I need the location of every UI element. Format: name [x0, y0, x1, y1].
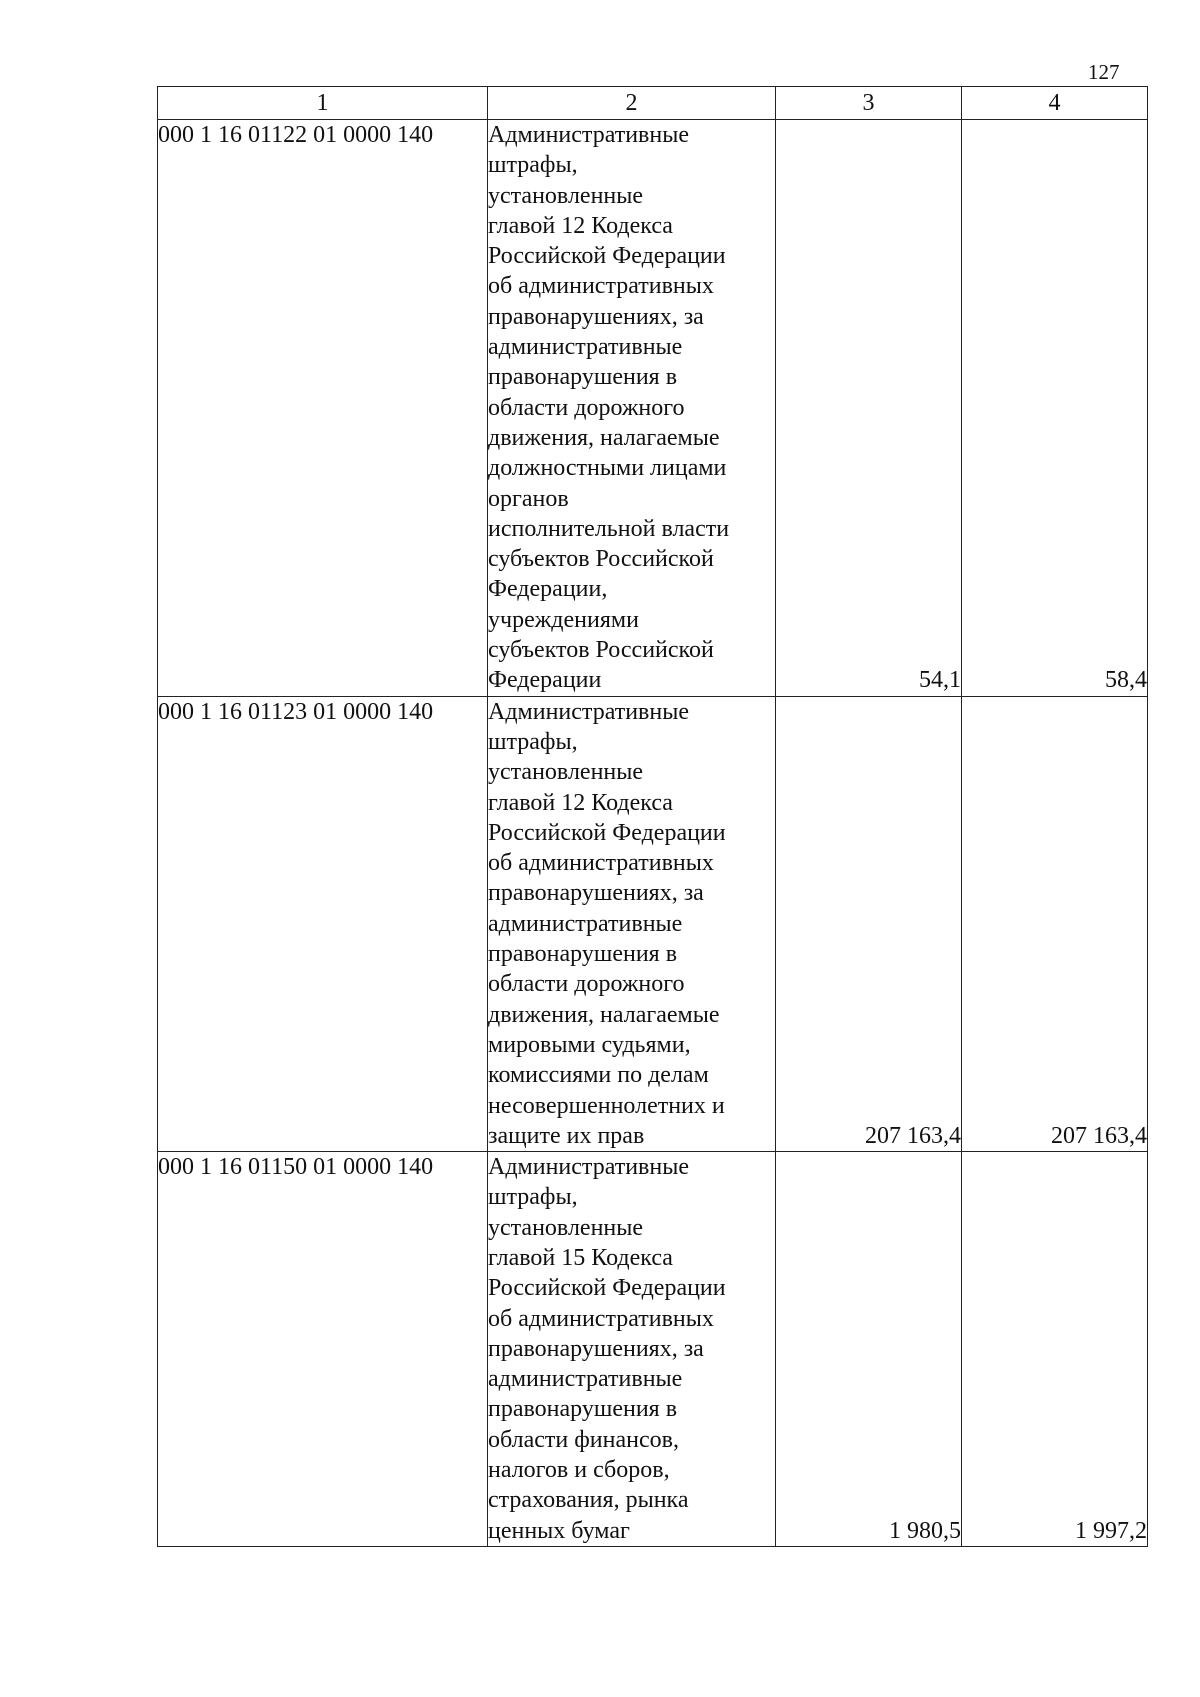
description-line: субъектов Российской [488, 546, 714, 573]
description-line: области дорожного [488, 394, 685, 421]
description-cell [488, 696, 776, 1151]
description-line: главой 12 Кодекса [488, 789, 673, 816]
description-line: административные [488, 334, 683, 361]
description-line: Федерации, [488, 576, 608, 603]
code-cell: 000 1 16 01150 01 0000 140 [158, 1152, 488, 1547]
column-header: 4 [962, 87, 1148, 120]
description-line: штрафы, [488, 728, 578, 755]
description-line: Российской Федерации [488, 819, 726, 846]
description-line: Федерации [488, 667, 602, 694]
description-line: Административные [488, 698, 690, 725]
page-number: 127 [1088, 60, 1120, 84]
table-row [158, 120, 1148, 697]
description-line: правонарушениях, за [488, 1335, 704, 1362]
description-line: учреждениями [488, 606, 639, 633]
table-row [158, 696, 1148, 1151]
description-line: об административных [488, 1305, 714, 1332]
description-line: несовершеннолетних и [488, 1092, 725, 1119]
value-cell-col4: 1 997,2 [962, 1152, 1148, 1547]
description-cell [488, 1152, 776, 1547]
description-line: об административных [488, 273, 714, 300]
description-line: штрафы, [488, 1184, 578, 1211]
value-cell-col4: 58,4 [962, 120, 1148, 697]
description-cell [488, 120, 776, 697]
description-line: движения, налагаемые [488, 1001, 720, 1028]
description-line: штрафы, [488, 152, 578, 179]
description-line: главой 15 Кодекса [488, 1244, 673, 1271]
value-cell-col3: 207 163,4 [776, 696, 962, 1151]
description-line: движения, налагаемые [488, 424, 720, 451]
header-row [158, 87, 1148, 120]
table-body [158, 120, 1148, 1547]
column-header: 3 [776, 87, 962, 120]
column-header: 2 [488, 87, 776, 120]
description-line: административные [488, 1366, 683, 1393]
description-line: ценных бумаг [488, 1517, 630, 1544]
description-line: области дорожного [488, 971, 685, 998]
description-line: административные [488, 910, 683, 937]
description-line: установленные [488, 1214, 644, 1241]
description-line: об административных [488, 850, 714, 877]
description-line: установленные [488, 182, 644, 209]
description-line: главой 12 Кодекса [488, 212, 673, 239]
description-line: мировыми судьями, [488, 1031, 691, 1058]
description-line: правонарушениях, за [488, 303, 704, 330]
description-line: исполнительной власти [488, 515, 730, 542]
description-line: органов [488, 485, 569, 512]
description-line: защите их прав [488, 1122, 645, 1149]
description-line: Административные [488, 1154, 690, 1181]
description-line: установленные [488, 759, 644, 786]
description-line: Административные [488, 122, 690, 148]
description-line: страхования, рынка [488, 1487, 689, 1514]
code-cell: 000 1 16 01123 01 0000 140 [158, 696, 488, 1151]
value-cell-col3: 54,1 [776, 120, 962, 697]
description-line: правонарушения в [488, 364, 678, 391]
description-line: правонарушения в [488, 941, 678, 968]
description-line: Российской Федерации [488, 243, 726, 270]
description-line: правонарушениях, за [488, 880, 704, 907]
description-line: комиссиями по делам [488, 1062, 709, 1089]
value-cell-col3: 1 980,5 [776, 1152, 962, 1547]
description-line: должностными лицами [488, 455, 727, 482]
description-line: правонарушения в [488, 1396, 678, 1423]
budget-table [157, 86, 1148, 1547]
description-line: налогов и сборов, [488, 1457, 670, 1484]
column-header: 1 [158, 87, 488, 120]
table-row [158, 1152, 1148, 1547]
description-line: области финансов, [488, 1426, 679, 1453]
table-header [158, 87, 1148, 120]
code-cell: 000 1 16 01122 01 0000 140 [158, 120, 488, 697]
description-line: Российской Федерации [488, 1275, 726, 1302]
value-cell-col4: 207 163,4 [962, 696, 1148, 1151]
description-line: субъектов Российской [488, 637, 714, 664]
